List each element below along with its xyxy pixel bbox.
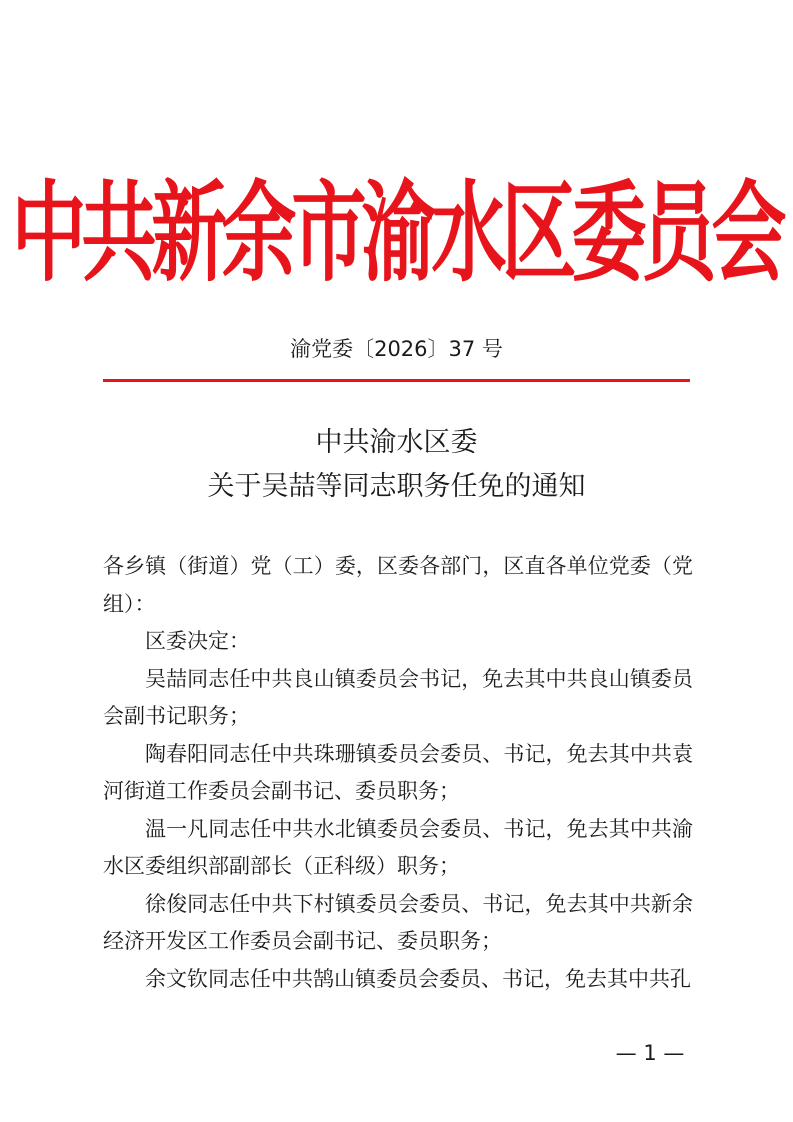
body-paragraph: 吴喆同志任中共良山镇委员会书记，免去其中共良山镇委员会副书记职务；	[103, 666, 693, 728]
page-number: — 1 —	[615, 1041, 685, 1065]
document-title-line-2: 关于吴喆等同志职务任免的通知	[207, 471, 586, 502]
document-title-line-1: 中共渝水区委	[315, 427, 478, 458]
body-paragraph: 区委决定：	[145, 629, 250, 653]
document-number: 渝党委〔2026〕37 号	[290, 337, 503, 361]
salutation: 各乡镇（街道）党（工）委，区委各部门，区直各单位党委（党组）：	[103, 554, 693, 616]
body-paragraph: 余文钦同志任中共鹄山镇委员会委员、书记，免去其中共孔	[145, 966, 691, 991]
body-paragraph: 温一凡同志任中共水北镇委员会委员、书记，免去其中共渝水区委组织部副部长（正科级）职务；	[103, 816, 693, 878]
red-separator-line	[103, 379, 690, 382]
issuing-organization-title: 中共新余市渝水区委员会	[11, 169, 782, 297]
body-paragraph: 陶春阳同志任中共珠珊镇委员会委员、书记，免去其中共袁河街道工作委员会副书记、委员职务；	[103, 741, 693, 803]
document-body	[103, 548, 693, 998]
body-paragraph: 徐俊同志任中共下村镇委员会委员、书记，免去其中共新余经济开发区工作委员会副书记、委员职务；	[103, 891, 693, 953]
